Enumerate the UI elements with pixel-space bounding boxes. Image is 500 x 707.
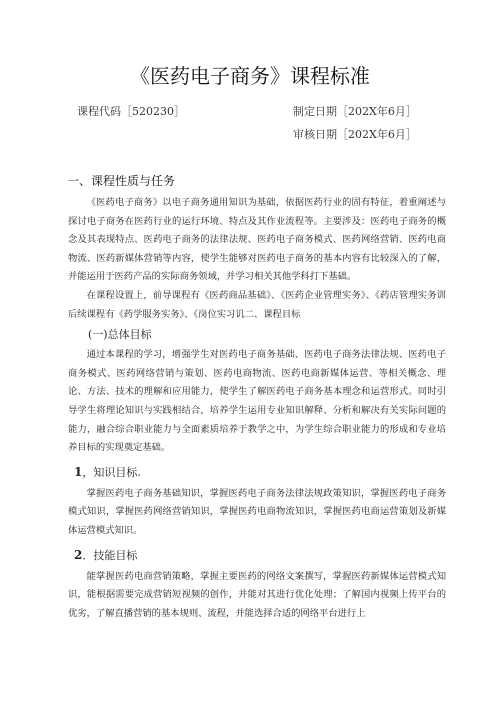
paragraph-overall-goal: 通过本课程的学习，增强学生对医药电子商务基础、医药电子商务法律法规、医药电子商务模式、医药网络营销与策划、医药电商物流、医药电商新媒体运营、等相关概念、理论、方法、技术的理解和应用能力，使学生了解医药电子商务基本理念和运营形式。同时引导学生将理论知识与实践相结合，培养学生运用专业知识解释、分析和解决有关实际问题的能力，融合综合职业能力与全面素质培养于教学之中，为学生综合职业能力的形成和专业培养目标的实现奠定基础。 (68, 349, 446, 454)
skill-goal-label: ．技能目标 (82, 548, 138, 562)
paragraph-course-setup: 在课程设置上，前导课程有《医药商品基础》、《医药企业管理实务》、《药店管理实务训后续课程有《药学服务实务》、《岗位实习讥二、课程目标 (68, 289, 446, 320)
paragraph-nature: 《医药电子商务》以电子商务通用知识为基础，依据医药行业的固有特征，着重阐述与探讨电子商务在医药行业的运行环境、特点及其作业流程等。主要涉及：医药电子商务的概念及其表现特点、医药电子商务的法律法规、医药电子商务模式、医药网络营销、医药电商物流、医药新媒体营销等内容，使学生能够对医药电子商务的基本内容有比较深入的了解，并能运用于医药产品的实际商务领域，并学习相关其他学科打下基础。 (68, 197, 446, 283)
knowledge-goal-label: ，知识目标. (82, 465, 141, 479)
subheading-overall-goal: (一)总体目标 (88, 328, 152, 342)
knowledge-goal-number: 1 (74, 464, 83, 479)
review-date: 审核日期［202X年6月］ (293, 128, 417, 141)
subheading-knowledge-goal (74, 464, 446, 480)
document-body (68, 172, 446, 623)
subheading-skill-goal (74, 547, 446, 563)
made-date: 制定日期［202X年6月］ (293, 105, 417, 118)
paragraph-skill-goal: 能掌握医药电商营销策略，掌握主要医药的网络文案撰写，掌握医药新媒体运营模式知识，能根据需要完成营销短视频的创作，并能对其进行优化处理；了解国内视频上传平台的优劣，了解直播营销的基本规则、流程，并能选择合适的网络平台进行上 (68, 570, 446, 619)
course-code: 课程代码［520230］ (77, 105, 185, 118)
skill-goal-number: 2 (74, 547, 83, 562)
document-title: 《医药电子商务》课程标准 (130, 64, 370, 88)
paragraph-knowledge-goal: 掌握医药电子商务基础知识，掌握医药电子商务法律法规政策知识，掌握医药电子商务模式知识，掌握医药网络营销知识，掌握医药电商物流知识，掌握医药电商运营策划及新媒体运营模式知识。 (68, 487, 446, 536)
section-heading-nature: 一、课程性质与任务 (67, 174, 176, 188)
